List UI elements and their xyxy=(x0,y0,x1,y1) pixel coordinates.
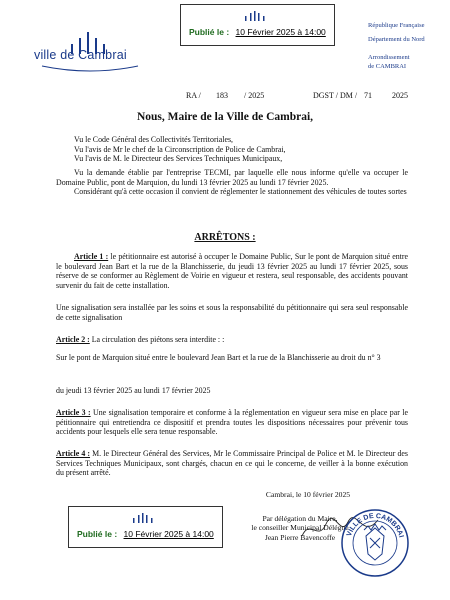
city-mini-logo-icon xyxy=(243,10,267,22)
article-2-label: Article 2 : xyxy=(56,335,90,344)
signature-delegation: Par délégation du Maire, xyxy=(262,514,338,523)
stamp-label: Publié le : xyxy=(189,27,230,37)
arretons-heading: ARRÊTONS : xyxy=(194,232,256,243)
vu-item: Vu l'avis de Mr le chef de la Circonscription de Police de Cambrai, xyxy=(74,144,286,154)
city-logo-text: ville de Cambrai xyxy=(34,48,127,62)
article-4 xyxy=(56,449,408,478)
logo-arc-icon xyxy=(40,64,140,74)
seal-text: VILLE DE CAMBRAI xyxy=(345,512,405,539)
ref-dgst-number: 71 xyxy=(364,91,372,100)
vu-item: Vu l'avis de M. le Directeur des Services Techniques Municipaux, xyxy=(74,154,283,164)
article-2-dates: du jeudi 13 février 2025 au lundi 17 février 2025 xyxy=(56,386,211,395)
article-3-label: Article 3 : xyxy=(56,408,91,417)
stamp-date: 10 Février 2025 à 14:00 xyxy=(123,529,214,539)
article-3-text: Une signalisation temporaire et conforme à la réglementation en vigueur sera mise en place par le pétitionnaire qui entretiendra ce dispositif et prendra toutes les dispositions nécessaires pour prévenir tous accidents pour lesquels elle sera tenue responsable. xyxy=(56,408,408,437)
article-2-detail: Sur le pont de Marquion situé entre le boulevard Jean Bart et la rue de la Blanchisserie au droit du n° 3 xyxy=(56,353,381,362)
ref-ra-number: 183 xyxy=(216,91,228,100)
article-1-label: Article 1 : xyxy=(74,252,109,261)
city-mini-logo-icon xyxy=(131,512,155,524)
header-arrondissement: Arrondissement de CAMBRAI xyxy=(368,54,410,70)
publication-stamp-bottom xyxy=(68,506,223,548)
article-4-label: Article 4 : xyxy=(56,449,91,458)
city-seal-icon xyxy=(340,508,410,578)
signature-place-date: Cambrai, le 10 février 2025 xyxy=(265,490,351,499)
administrative-header xyxy=(368,22,425,77)
stamp-label: Publié le : xyxy=(77,529,118,539)
article-2 xyxy=(56,335,408,345)
article-4-text: M. le Directeur Général des Services, Mr le Commissaire Principal de Police et M. le Directeur des Services Techniques Municipaux, sont chargés, chacun en ce qui le concerne, de veiller à la bonne exécution du présent arrêté. xyxy=(56,449,408,478)
vu-list xyxy=(74,135,286,164)
article-2-text: La circulation des piétons sera interdite : : xyxy=(89,335,225,344)
header-departement: Département du Nord xyxy=(368,36,425,44)
demande-paragraph: Vu la demande établie par l'entreprise TECMI, par laquelle elle nous informe qu'elle va occuper le Domaine Public, pont de Marquion, du lundi 13 février 2025 au lundi 17 février 2025. xyxy=(56,168,408,187)
publication-stamp-top xyxy=(180,4,335,46)
ref-ra: RA / xyxy=(186,91,201,100)
signature-name: Jean Pierre Bavencoffe xyxy=(264,532,336,542)
signalisation-paragraph: Une signalisation sera installée par les soins et sous la responsabilité du pétitionnaire qui sera seul responsable de cette signalisation xyxy=(56,303,408,322)
header-republique: République Française xyxy=(368,22,425,29)
page-title: Nous, Maire de la Ville de Cambrai, xyxy=(136,111,314,123)
article-1-text: le pétitionnaire est autorisé à occuper le Domaine Public, Sur le pont de Marquion situé entre le boulevard Jean Bart et la rue de la Blanchisserie, du jeudi 13 février 2025 au lundi 17 février 2025, sous réserve de se conformer au Règlement de Voirie en vigueur et restera, seul responsable, des accidents pouvant survenir du fait de cette installation. xyxy=(56,252,408,290)
article-1 xyxy=(56,252,408,290)
ref-dgst-year: 2025 xyxy=(392,91,408,100)
article-3 xyxy=(56,408,408,437)
considerant-paragraph: Considérant qu'à cette occasion il convient de réglementer le stationnement des véhicules de toutes sortes xyxy=(74,187,407,196)
ref-dgst: DGST / DM / xyxy=(313,91,358,100)
signature-role: le conseiller Municipal Délégué xyxy=(251,523,349,533)
ref-ra-year: / 2025 xyxy=(244,91,265,100)
vu-item: Vu le Code Général des Collectivités Territoriales, xyxy=(74,135,234,144)
stamp-date: 10 Février 2025 à 14:00 xyxy=(235,27,326,37)
